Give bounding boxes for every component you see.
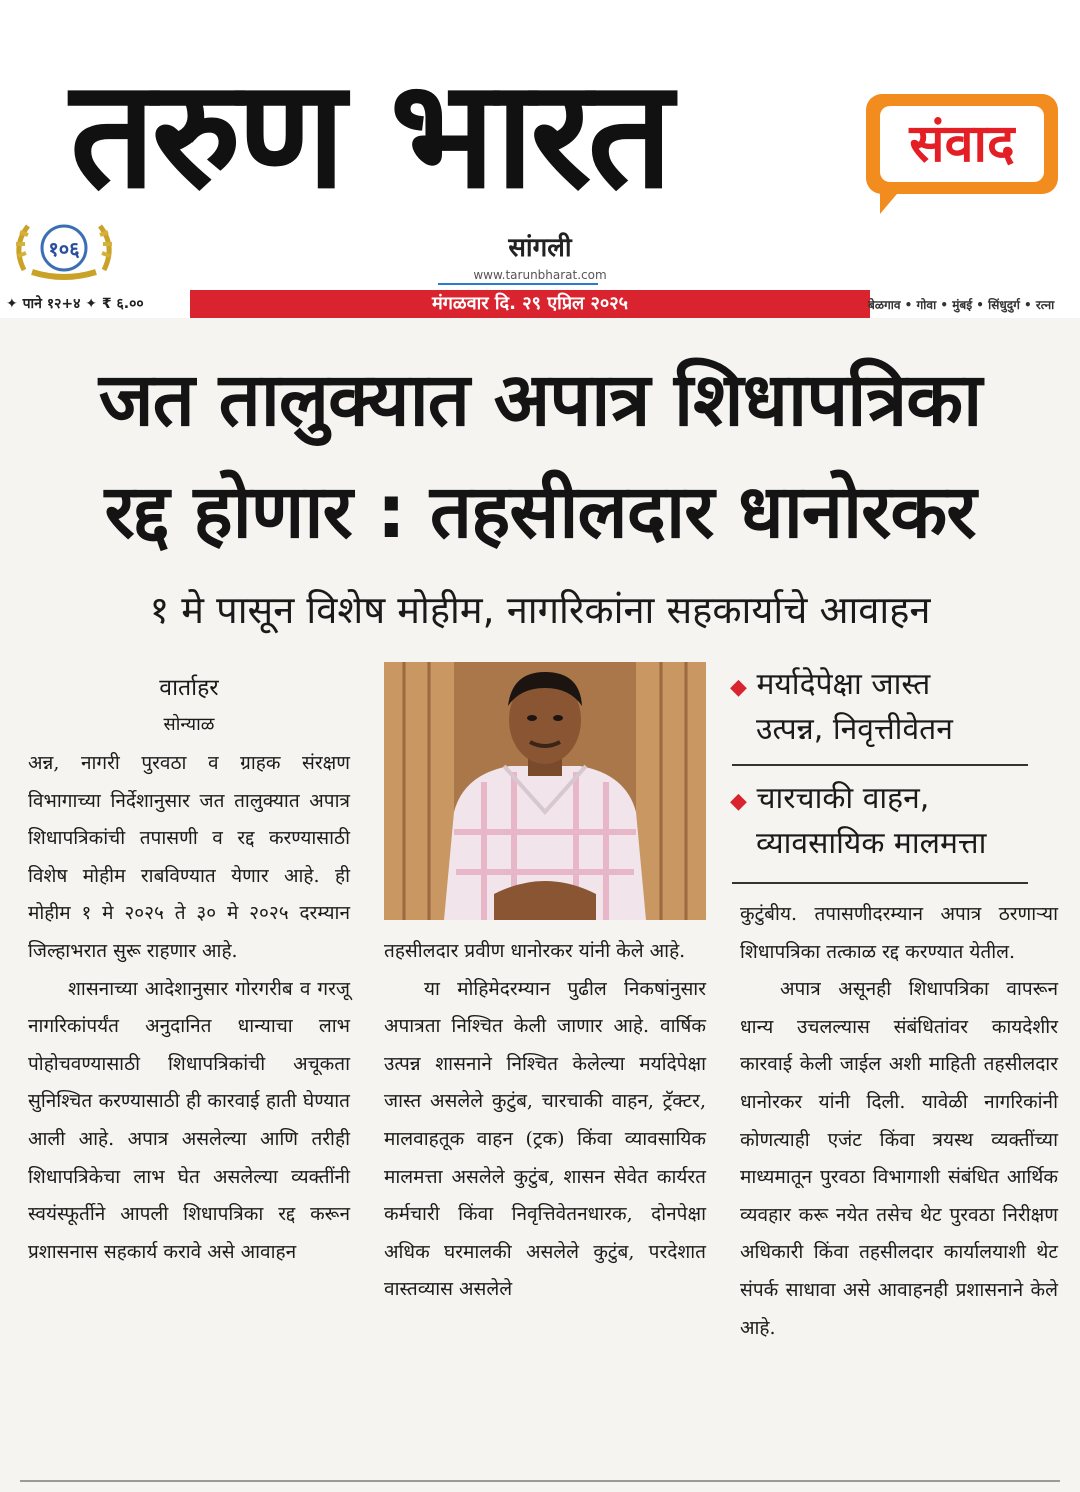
page-bottom-rule <box>20 1480 1060 1482</box>
divider-rule <box>732 882 1028 884</box>
divider-rule <box>732 764 1028 766</box>
badge-tail <box>880 188 908 214</box>
column-3 <box>740 896 1058 1347</box>
highlight-2-line-2: व्यावसायिक मालमत्ता <box>756 826 987 861</box>
pages-price: ✦ पाने १२+४ ✦ ₹ ६.०० <box>6 296 144 312</box>
headline-line-1: जत तालुक्यात अपात्र शिधापत्रिका <box>98 357 982 443</box>
column-1-paragraph-2: शासनाच्या आदेशानुसार गोरगरीब व गरजू नागरिकांपर्यंत अनुदानित धान्याचा लाभ पोहोचवण्यासाठी शिधापत्रिकांची अचूकता सुनिश्चित करण्यासाठी ही कारवाई हाती घेण्यात आली आहे. अपात्र असलेल्या आणि तरीही शिधापत्रिकेचा लाभ घेत असलेल्या व्यक्तींनी स्वयंस्फूर्तीने आपली शिधापत्रिका रद्द करून प्रशासनास सहकार्य करावे असे आवाहन <box>28 977 350 1263</box>
emblem-number: १०६ <box>48 237 80 261</box>
column-3-paragraph-2: अपात्र असूनही शिधापत्रिका वापरून धान्य उचलल्यास संबंधितांवर कायदेशीर कारवाई केली जाईल अशी माहिती तहसीलदार धानोरकर यांनी दिली. यावेळी नागरिकांनी कोणत्याही एजंट किंवा त्रयस्थ व्यक्तींच्या माध्यमातून पुरवठा विभागाशी संबंधित आर्थिक व्यवहार करू नयेत तसेच थेट पुरवठा निरीक्षण अधिकारी किंवा तहसीलदार कार्यालयाशी थेट संपर्क साधावा असे आवाहनही प्रशासनाने केले आहे. <box>740 978 1058 1339</box>
portrait-image-icon <box>384 662 706 920</box>
highlight-box-2 <box>730 778 986 865</box>
column-1-paragraph-1: अन्न, नागरी पुरवठा व ग्राहक संरक्षण विभागाच्या निर्देशानुसार जत तालुक्यात अपात्र शिधापत्रिकांची तपासणी व रद्द करण्यासाठी विशेष मोहीम राबविण्यात येणार आहे. ही मोहीम १ मे २०२५ ते ३० मे २०२५ दरम्यान जिल्हाभरात सुरू राहणार आहे. <box>28 752 350 962</box>
samvad-badge <box>866 94 1058 194</box>
dateline-place: सोन्याळ <box>163 714 215 735</box>
tahsildar-photo <box>384 662 706 920</box>
website-url: www.tarunbharat.com <box>473 268 607 282</box>
newspaper-title: तरुण भारत <box>70 48 670 222</box>
column-3-paragraph-1: कुटुंबीय. तपासणीदरम्यान अपात्र ठरणाऱ्या शिधापत्रिका तत्काळ रद्द करण्यात येतील. <box>740 903 1058 963</box>
column-2-paragraph-1: तहसीलदार प्रवीण धानोरकर यांनी केले आहे. <box>384 940 686 962</box>
samvad-badge-text: संवाद <box>909 114 1015 174</box>
highlight-2-line-1: चारचाकी वाहन, <box>756 781 930 816</box>
red-diamond-icon: ◆ <box>730 675 747 700</box>
date-band <box>0 290 1080 318</box>
edition-cities: बेळगाव • गोवा • मुंबई • सिंधुदुर्ग • रत्ना <box>868 298 1055 312</box>
highlight-1-line-2: उत्पन्न, निवृत्तीवेतन <box>756 712 953 747</box>
column-2-paragraph-2: या मोहिमेदरम्यान पुढील निकषांनुसार अपात्रता निश्चित केली जाणार आहे. वार्षिक उत्पन्न शासनाने निश्चित केलेल्या मर्यादेपेक्षा जास्त असलेले कुटुंब, चारचाकी वाहन, ट्रॅक्टर, मालवाहतूक वाहन (ट्रक) किंवा व्यावसायिक मालमत्ता असलेले कुटुंब, शासन सेवेत कार्यरत कर्मचारी किंवा निवृत्तिवेतनधारक, दोनपेक्षा अधिक घरमालकी असलेले कुटुंब, परदेशात वास्तव्यास असलेले <box>384 977 706 1301</box>
edition-name: सांगली <box>508 233 572 263</box>
website-underline <box>438 283 598 285</box>
column-1 <box>28 745 350 1271</box>
highlight-1-line-1: मर्यादेपेक्षा जास्त <box>756 667 931 702</box>
column-2 <box>384 933 706 1309</box>
byline: वार्ताहर <box>159 675 219 701</box>
highlight-box-1 <box>730 664 953 751</box>
headline-line-2: रद्द होणार : तहसीलदार धानोरकर <box>104 469 976 555</box>
masthead <box>0 0 1080 318</box>
issue-date: मंगळवार दि. २९ एप्रिल २०२५ <box>432 293 628 314</box>
red-diamond-icon: ◆ <box>730 789 747 814</box>
subheadline: १ मे पासून विशेष मोहीम, नागरिकांना सहकार्याचे आवाहन <box>149 588 931 632</box>
